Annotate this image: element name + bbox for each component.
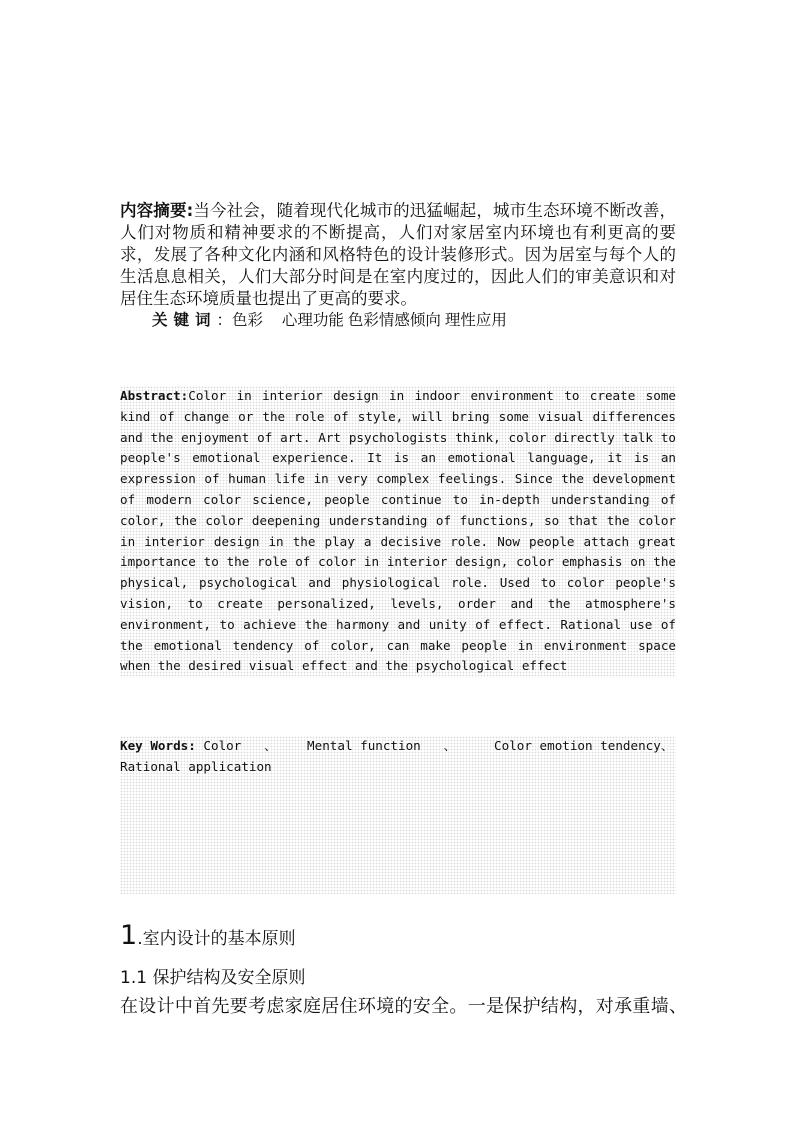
chinese-keywords-colon: ： bbox=[216, 311, 233, 329]
subsection-heading-1-1: 1.1 保护结构及安全原则 bbox=[120, 968, 306, 988]
chinese-abstract bbox=[120, 200, 676, 310]
english-keywords-label: Key Words: bbox=[120, 738, 196, 753]
keyword-separator: 、 bbox=[264, 738, 277, 753]
chinese-abstract-text: 当今社会，随着现代化城市的迅猛崛起，城市生态环境不断改善，人们对物质和精神要求的不断提高，人们对家居室内环境也有利更高的要求，发展了各种文化内涵和风格特色的设计装修形式。因为居室与每个人的生活息息相关，人们大部分时间是在室内度过的，因此人们的审美意识和对居住生态环境质量也提出了更高的要求。 bbox=[120, 201, 677, 308]
english-keywords bbox=[120, 736, 676, 894]
chinese-keywords-label: 关键词 bbox=[152, 311, 217, 329]
chinese-keywords bbox=[152, 310, 652, 330]
english-keyword: Color emotion tendency bbox=[494, 738, 661, 753]
english-abstract-text: Color in interior design in indoor environment to create some kind of change or the role of style, will bring some visual differences and the enjoyment of art. Art psychologists think, color directly talk to people's emotional experience. It is an emotional language, it is an expression of human life in very complex feelings. Since the development of modern color science, people continue to in-depth understanding of color, the color deepening understanding of functions, so that the color in interior design in the play a decisive role. Now people attach great importance to the role of color in interior design, color emphasis on the physical, psychological and physiological role. Used to color people's vision, to create personalized, levels, order and the atmosphere's environment, to achieve the harmony and unity of effect. Rational use of the emotional tendency of color, can make people in environment space when the desired visual effect and the psychological effect bbox=[120, 388, 676, 674]
body-paragraph: 在设计中首先要考虑家庭居住环境的安全。一是保护结构，对承重墙、 bbox=[120, 996, 688, 1017]
english-abstract-label: Abstract: bbox=[120, 388, 189, 403]
chinese-keyword: 理性应用 bbox=[444, 311, 507, 329]
section-number: 1 bbox=[120, 920, 138, 951]
section-heading-1 bbox=[120, 920, 296, 951]
keyword-separator: 、 bbox=[443, 738, 457, 753]
english-keyword: Color bbox=[203, 738, 242, 753]
english-abstract bbox=[120, 386, 676, 678]
chinese-keyword: 色彩 bbox=[232, 311, 264, 329]
english-keyword: Mental function bbox=[307, 738, 421, 753]
chinese-keyword: 色彩情感倾向 bbox=[347, 311, 441, 329]
chinese-abstract-label: 内容摘要: bbox=[120, 201, 194, 220]
english-keyword: Rational application bbox=[120, 758, 272, 774]
section-title: .室内设计的基本原则 bbox=[137, 929, 296, 949]
chinese-keyword: 心理功能 bbox=[281, 311, 344, 329]
keyword-separator: 、 bbox=[660, 738, 674, 753]
